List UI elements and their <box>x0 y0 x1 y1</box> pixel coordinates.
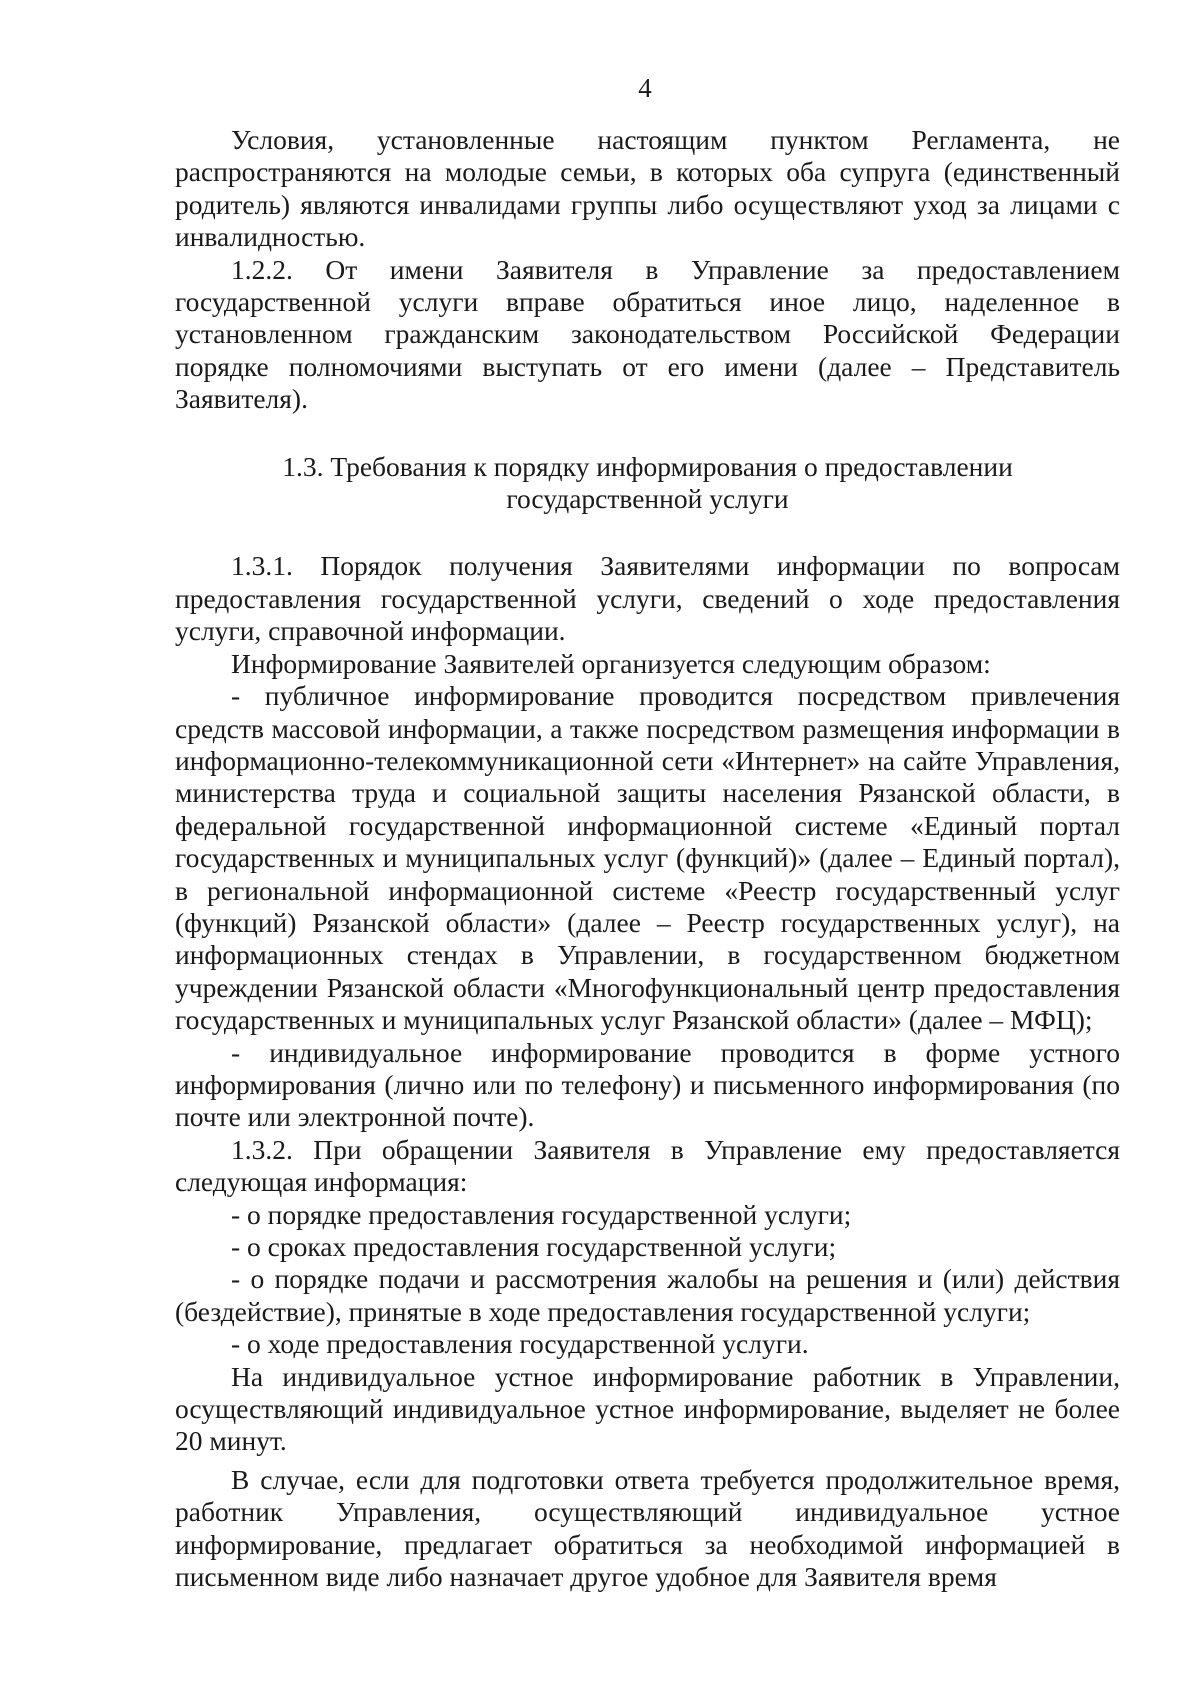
section-heading-line-1: 1.3. Требования к порядку информирования о предоставлении <box>282 450 1013 482</box>
paragraph-long-answer: В случае, если для подготовки ответа требуется продолжительное время, работник Управления, осуществляющий индивидуальное устное информирование, предлагает обратиться за необходимой информацией в письменном виде либо назначает другое удобное для Заявителя время <box>175 1463 1120 1593</box>
list-item-terms: - о сроках предоставления государственной услуги; <box>231 1231 837 1262</box>
document-body <box>175 124 1120 1593</box>
paragraph-informing-intro: Информирование Заявителей организуется следующим образом: <box>231 647 991 679</box>
paragraph-oral-informing-time: На индивидуальное устное информирование работник в Управлении, осуществляющий индивидуальное устное информирование, выделяет не более 20 минут. <box>175 1360 1120 1457</box>
list-item-procedure: - о порядке предоставления государственной услуги; <box>231 1198 852 1230</box>
paragraph-1-3-2: 1.3.2. При обращении Заявителя в Управление ему предоставляется следующая информация: <box>175 1133 1120 1198</box>
list-item-complaints: - о порядке подачи и рассмотрения жалобы на решения и (или) действия (бездействие), принятые в ходе предоставления государственной услуги; <box>175 1263 1120 1327</box>
paragraph-1-3-1: 1.3.1. Порядок получения Заявителями информации по вопросам предоставления государственной услуги, сведений о ходе предоставления услуги, справочной информации. <box>175 550 1120 647</box>
section-heading-line-2: государственной услуги <box>506 483 789 515</box>
section-heading-1-3 <box>175 451 1120 516</box>
list-item-public-informing: - публичное информирование проводится посредством привлечения средств массовой информации, а также посредством размещения информации в информационно-телекоммуникационной сети «Интернет» на сайте Управления, министерства труда и социальной защиты населения Рязанской области, в федеральной государственной информационной системе «Единый портал государственных и муниципальных услуг (функций)» (далее – Единый портал), в региональной информационной системе «Реестр государственный услуг (функций) Рязанской области» (далее – Реестр государственных услуг), на информационных стендах в Управлении, в государственном бюджетном учреждении Рязанской области «Многофункциональный центр предоставления государственных и муниципальных услуг Рязанской области» (далее – МФЦ); <box>175 680 1120 1036</box>
paragraph-1-2-2: 1.2.2. От имени Заявителя в Управление за предоставлением государственной услуги вправе обратиться иное лицо, наделенное в установленном гражданским законодательством Российской Федерации порядке полномочиями выступать от его имени (далее – Представитель Заявителя). <box>175 253 1120 415</box>
page-number: 4 <box>638 73 652 103</box>
paragraph-conditions: Условия, установленные настоящим пунктом Регламента, не распространяются на молодые семьи, в которых оба супруга (единственный родитель) являются инвалидами группы либо осуществляют уход за лицами с инвалидностью. <box>175 124 1120 253</box>
list-item-progress: - о ходе предоставления государственной услуги. <box>231 1328 809 1360</box>
list-item-individual-informing: - индивидуальное информирование проводится в форме устного информирования (лично или по телефону) и письменного информирования (по почте или электронной почте). <box>175 1036 1120 1133</box>
